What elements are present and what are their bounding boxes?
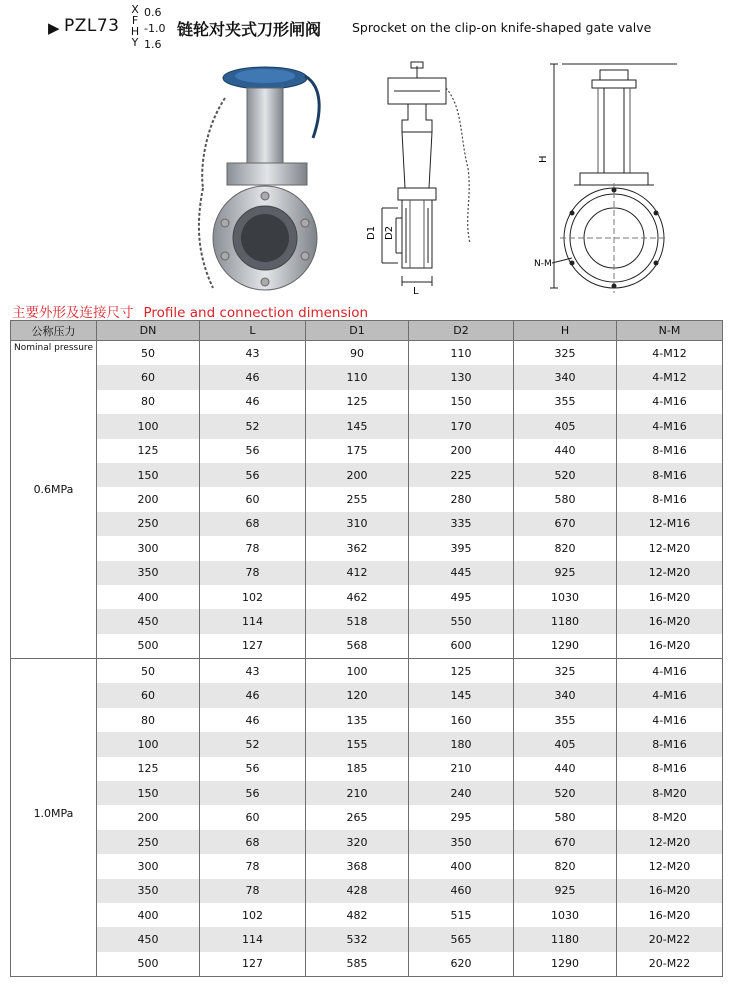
cell-d1: 362	[306, 536, 409, 560]
cell-dn: 100	[97, 732, 200, 756]
cell-d2: 295	[409, 805, 514, 829]
table-row	[11, 659, 723, 684]
cell-l: 78	[200, 854, 306, 878]
cell-dn: 450	[97, 609, 200, 633]
cell-nm: 8-M20	[617, 781, 723, 805]
cell-nm: 4-M16	[617, 708, 723, 732]
cell-d2: 620	[409, 952, 514, 977]
cell-l: 43	[200, 341, 306, 366]
type-letter: H	[130, 25, 140, 38]
cell-d1: 412	[306, 561, 409, 585]
table-row	[11, 732, 723, 756]
cell-h: 670	[514, 830, 617, 854]
table-row	[11, 561, 723, 585]
cell-h: 1290	[514, 634, 617, 659]
cell-l: 46	[200, 390, 306, 414]
cell-h: 405	[514, 414, 617, 438]
pressure-value: 1.0MPa	[33, 807, 74, 821]
cell-d2: 495	[409, 585, 514, 609]
cell-h: 580	[514, 805, 617, 829]
cell-d1: 532	[306, 927, 409, 951]
table-row	[11, 634, 723, 659]
table-row	[11, 365, 723, 389]
cell-nm: 8-M16	[617, 757, 723, 781]
model-code: PZL73	[64, 16, 120, 36]
column-header-pressure: 公称压力	[11, 321, 97, 341]
cell-h: 520	[514, 781, 617, 805]
cell-h: 440	[514, 439, 617, 463]
cell-l: 46	[200, 708, 306, 732]
table-header-row	[11, 321, 723, 341]
cell-dn: 350	[97, 879, 200, 903]
column-header-h: H	[514, 321, 617, 341]
table-row	[11, 879, 723, 903]
cell-nm: 16-M20	[617, 879, 723, 903]
dimension-label-nm: N-M	[534, 259, 552, 269]
cell-nm: 8-M16	[617, 463, 723, 487]
cell-d2: 110	[409, 341, 514, 366]
cell-nm: 20-M22	[617, 927, 723, 951]
pressure-options	[144, 5, 165, 53]
cell-d1: 135	[306, 708, 409, 732]
cell-d2: 160	[409, 708, 514, 732]
cell-dn: 450	[97, 927, 200, 951]
table-row	[11, 830, 723, 854]
cell-d1: 320	[306, 830, 409, 854]
cell-d1: 368	[306, 854, 409, 878]
cell-nm: 12-M20	[617, 854, 723, 878]
cell-nm: 16-M20	[617, 585, 723, 609]
cell-d2: 565	[409, 927, 514, 951]
pressure-value: 0.6MPa	[33, 483, 74, 496]
cell-dn: 150	[97, 463, 200, 487]
cell-h: 440	[514, 757, 617, 781]
cell-d2: 445	[409, 561, 514, 585]
cell-l: 43	[200, 659, 306, 684]
cell-d2: 335	[409, 512, 514, 536]
cell-dn: 50	[97, 341, 200, 366]
pressure-cell	[11, 659, 97, 977]
cell-d1: 185	[306, 757, 409, 781]
section-title	[12, 301, 368, 321]
cell-h: 355	[514, 390, 617, 414]
table-row	[11, 805, 723, 829]
cell-d1: 175	[306, 439, 409, 463]
cell-dn: 60	[97, 683, 200, 707]
cell-d1: 200	[306, 463, 409, 487]
pressure-cell	[11, 341, 97, 659]
cell-d2: 170	[409, 414, 514, 438]
cell-nm: 4-M16	[617, 390, 723, 414]
cell-nm: 8-M16	[617, 487, 723, 511]
cell-h: 1290	[514, 952, 617, 977]
table-row	[11, 708, 723, 732]
cell-dn: 250	[97, 512, 200, 536]
cell-d1: 90	[306, 341, 409, 366]
table-row	[11, 781, 723, 805]
column-header-d2: D2	[409, 321, 514, 341]
cell-nm: 8-M16	[617, 439, 723, 463]
cell-l: 68	[200, 512, 306, 536]
section-title-en: Profile and connection dimension	[143, 305, 369, 321]
cell-l: 78	[200, 561, 306, 585]
cell-nm: 12-M20	[617, 830, 723, 854]
cell-d2: 210	[409, 757, 514, 781]
cell-d2: 395	[409, 536, 514, 560]
cell-d2: 145	[409, 683, 514, 707]
cell-nm: 8-M20	[617, 805, 723, 829]
cell-dn: 125	[97, 439, 200, 463]
section-title-cn: 主要外形及连接尺寸	[12, 305, 134, 321]
cell-d2: 200	[409, 439, 514, 463]
cell-nm: 20-M22	[617, 952, 723, 977]
pressure-option: 1.6	[144, 38, 162, 51]
title-english: Sprocket on the clip-on knife-shaped gate valve	[352, 20, 652, 35]
cell-l: 102	[200, 585, 306, 609]
column-header-d1: D1	[306, 321, 409, 341]
pressure-option: 0.6	[144, 6, 162, 19]
page-header	[48, 2, 728, 54]
cell-dn: 125	[97, 757, 200, 781]
dimension-label-l: L	[413, 286, 419, 297]
cell-h: 325	[514, 659, 617, 684]
table-row	[11, 414, 723, 438]
table-row	[11, 854, 723, 878]
cell-l: 52	[200, 414, 306, 438]
cell-h: 925	[514, 879, 617, 903]
cell-dn: 150	[97, 781, 200, 805]
title-chinese: 链轮对夹式刀形闸阀	[177, 20, 322, 39]
cell-d1: 125	[306, 390, 409, 414]
cell-nm: 12-M20	[617, 561, 723, 585]
cell-d2: 515	[409, 903, 514, 927]
cell-nm: 4-M12	[617, 341, 723, 366]
type-letter: X	[131, 3, 139, 16]
type-letters	[129, 4, 141, 48]
cell-nm: 12-M20	[617, 536, 723, 560]
table-row	[11, 585, 723, 609]
cell-dn: 200	[97, 805, 200, 829]
cell-d1: 482	[306, 903, 409, 927]
cell-l: 56	[200, 463, 306, 487]
cell-d2: 150	[409, 390, 514, 414]
cell-l: 56	[200, 757, 306, 781]
cell-d2: 550	[409, 609, 514, 633]
cell-dn: 300	[97, 536, 200, 560]
cell-l: 46	[200, 365, 306, 389]
nominal-pressure-label: Nominal pressure	[14, 343, 93, 353]
cell-dn: 500	[97, 634, 200, 659]
cell-l: 78	[200, 536, 306, 560]
cell-nm: 4-M16	[617, 414, 723, 438]
cell-h: 670	[514, 512, 617, 536]
cell-d2: 225	[409, 463, 514, 487]
cell-h: 1180	[514, 927, 617, 951]
cell-d1: 462	[306, 585, 409, 609]
table-row	[11, 463, 723, 487]
cell-d1: 255	[306, 487, 409, 511]
cell-dn: 400	[97, 585, 200, 609]
cell-l: 56	[200, 439, 306, 463]
cell-h: 1030	[514, 903, 617, 927]
valve-photo	[185, 58, 335, 303]
cell-dn: 200	[97, 487, 200, 511]
cell-nm: 16-M20	[617, 634, 723, 659]
cell-h: 925	[514, 561, 617, 585]
cell-h: 325	[514, 341, 617, 366]
front-view-drawing	[532, 58, 692, 303]
cell-d2: 180	[409, 732, 514, 756]
cell-h: 1030	[514, 585, 617, 609]
cell-dn: 400	[97, 903, 200, 927]
cell-d1: 110	[306, 365, 409, 389]
cell-l: 114	[200, 927, 306, 951]
cell-d2: 125	[409, 659, 514, 684]
cell-l: 60	[200, 805, 306, 829]
table-row	[11, 390, 723, 414]
cell-dn: 80	[97, 390, 200, 414]
type-letter: F	[131, 14, 139, 27]
pressure-option: -1.0	[144, 22, 166, 35]
cell-l: 60	[200, 487, 306, 511]
cell-l: 46	[200, 683, 306, 707]
cell-d2: 130	[409, 365, 514, 389]
cell-l: 78	[200, 879, 306, 903]
cell-dn: 500	[97, 952, 200, 977]
cell-d1: 428	[306, 879, 409, 903]
table-row	[11, 341, 723, 366]
cell-d1: 100	[306, 659, 409, 684]
cell-l: 68	[200, 830, 306, 854]
dimension-table	[10, 320, 723, 977]
cell-d1: 210	[306, 781, 409, 805]
table-row	[11, 609, 723, 633]
cell-d1: 585	[306, 952, 409, 977]
cell-l: 127	[200, 952, 306, 977]
cell-l: 102	[200, 903, 306, 927]
table-row	[11, 536, 723, 560]
table-row	[11, 903, 723, 927]
cell-l: 127	[200, 634, 306, 659]
cell-h: 355	[514, 708, 617, 732]
side-section-drawing	[368, 58, 473, 298]
cell-dn: 50	[97, 659, 200, 684]
cell-dn: 350	[97, 561, 200, 585]
table-row	[11, 439, 723, 463]
cell-nm: 16-M20	[617, 609, 723, 633]
cell-h: 820	[514, 854, 617, 878]
cell-l: 52	[200, 732, 306, 756]
table-row	[11, 487, 723, 511]
cell-nm: 12-M16	[617, 512, 723, 536]
table-row	[11, 927, 723, 951]
cell-d2: 240	[409, 781, 514, 805]
bullet-arrow-icon: ▶	[48, 19, 60, 37]
cell-l: 114	[200, 609, 306, 633]
dimension-label-d2: D2	[384, 225, 395, 240]
cell-d1: 310	[306, 512, 409, 536]
column-header-dn: DN	[97, 321, 200, 341]
cell-h: 340	[514, 365, 617, 389]
cell-nm: 16-M20	[617, 903, 723, 927]
dimension-label-h: H	[538, 155, 549, 163]
cell-d1: 568	[306, 634, 409, 659]
cell-nm: 4-M16	[617, 683, 723, 707]
cell-dn: 250	[97, 830, 200, 854]
table-row	[11, 512, 723, 536]
cell-d1: 120	[306, 683, 409, 707]
cell-h: 580	[514, 487, 617, 511]
cell-d2: 400	[409, 854, 514, 878]
cell-h: 405	[514, 732, 617, 756]
table-row	[11, 952, 723, 977]
cell-d1: 155	[306, 732, 409, 756]
cell-d1: 265	[306, 805, 409, 829]
cell-dn: 100	[97, 414, 200, 438]
cell-h: 520	[514, 463, 617, 487]
cell-h: 340	[514, 683, 617, 707]
type-letter: Y	[131, 36, 139, 49]
cell-h: 1180	[514, 609, 617, 633]
table-row	[11, 683, 723, 707]
cell-l: 56	[200, 781, 306, 805]
dimension-label-d1: D1	[366, 225, 377, 240]
table-row	[11, 757, 723, 781]
cell-dn: 80	[97, 708, 200, 732]
cell-nm: 8-M16	[617, 732, 723, 756]
column-header-nm: N-M	[617, 321, 723, 341]
cell-d2: 460	[409, 879, 514, 903]
cell-dn: 60	[97, 365, 200, 389]
cell-d2: 280	[409, 487, 514, 511]
cell-h: 820	[514, 536, 617, 560]
cell-d2: 350	[409, 830, 514, 854]
cell-d2: 600	[409, 634, 514, 659]
cell-nm: 4-M12	[617, 365, 723, 389]
cell-nm: 4-M16	[617, 659, 723, 684]
column-header-l: L	[200, 321, 306, 341]
cell-d1: 518	[306, 609, 409, 633]
cell-d1: 145	[306, 414, 409, 438]
cell-dn: 300	[97, 854, 200, 878]
